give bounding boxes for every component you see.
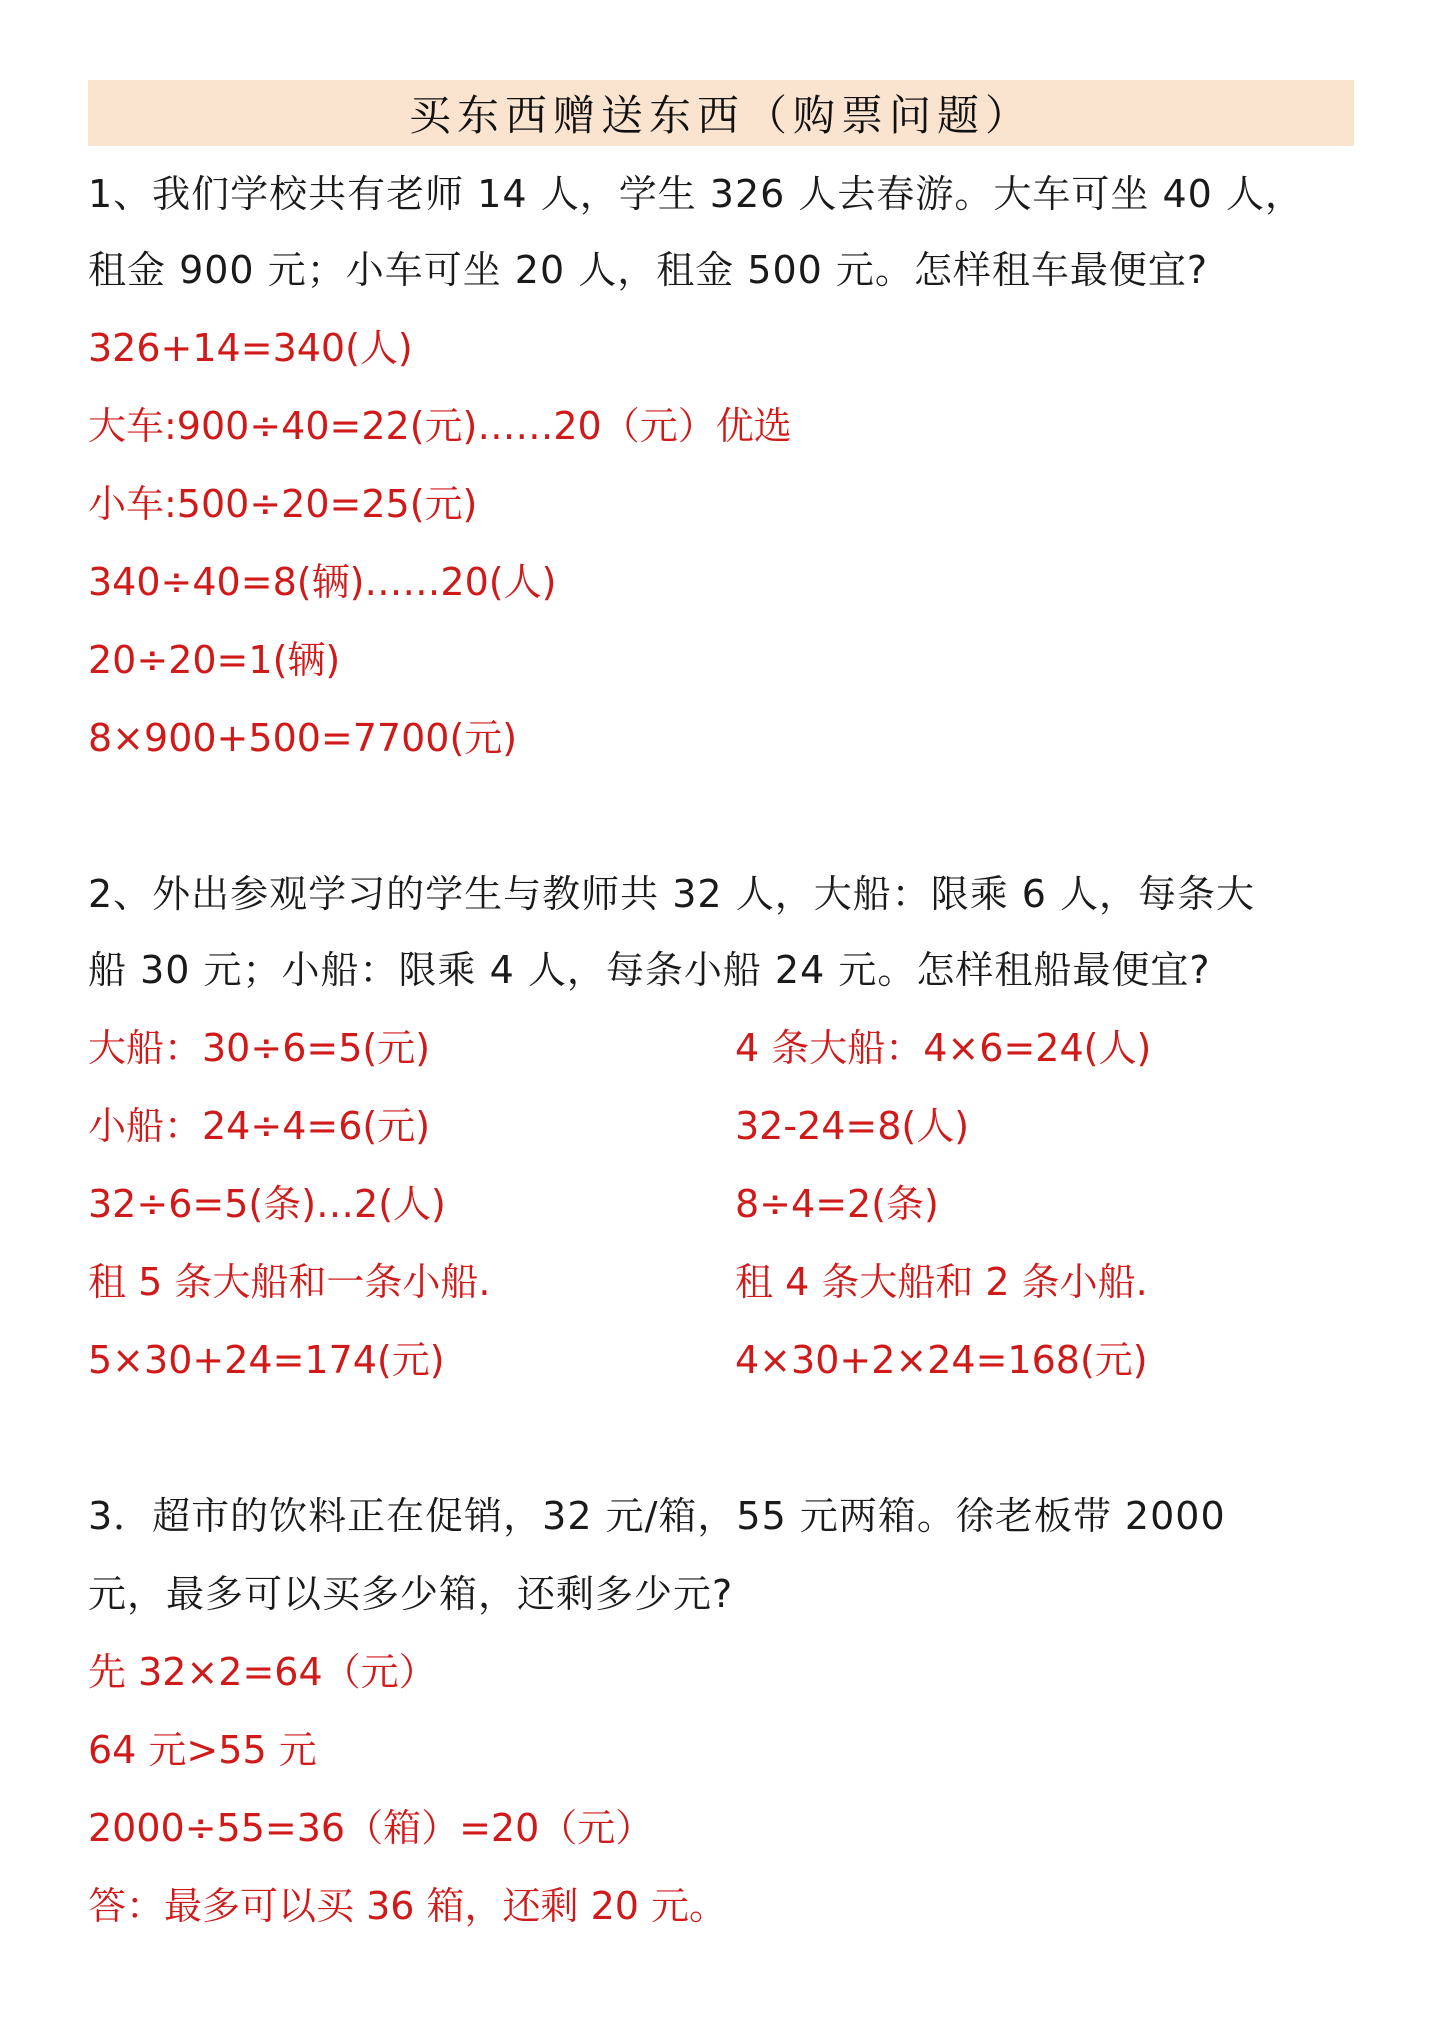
problem2-question-line2: 船 30 元；小船：限乘 4 人，每条小船 24 元。怎样租船最便宜? [88, 948, 1211, 992]
problem3-answer-1: 先 32×2=64（元） [88, 1650, 437, 1694]
problem1-answer-1: 326+14=340(人) [88, 326, 413, 370]
problem1-answer-5: 20÷20=1(辆) [88, 638, 341, 682]
problem2-right-answer-5: 4×30+2×24=168(元) [735, 1338, 1148, 1382]
problem2-left-answer-2: 小船：24÷4=6(元) [88, 1104, 431, 1148]
problem3-question-line2: 元，最多可以买多少箱，还剩多少元? [88, 1572, 734, 1616]
problem1-answer-4: 340÷40=8(辆)……20(人) [88, 560, 557, 604]
problem1-question-line2: 租金 900 元；小车可坐 20 人，租金 500 元。怎样租车最便宜? [88, 248, 1209, 292]
problem2-right-answer-4: 租 4 条大船和 2 条小船. [735, 1260, 1148, 1304]
problem2-right-answer-3: 8÷4=2(条) [735, 1182, 939, 1226]
problem2-left-answer-3: 32÷6=5(条)…2(人) [88, 1182, 446, 1226]
problem1-answer-3: 小车:500÷20=25(元) [88, 482, 478, 526]
problem2-right-answer-2: 32-24=8(人) [735, 1104, 970, 1148]
title-banner [88, 80, 1354, 146]
problem1-answer-2: 大车:900÷40=22(元)……20（元）优选 [88, 404, 792, 448]
problem3-answer-3: 2000÷55=36（箱）=20（元） [88, 1806, 654, 1850]
problem3-answer-4: 答：最多可以买 36 箱，还剩 20 元。 [88, 1884, 728, 1928]
problem1-question-line1: 1、我们学校共有老师 14 人，学生 326 人去春游。大车可坐 40 人， [88, 172, 1304, 216]
problem2-question-line1: 2、外出参观学习的学生与教师共 32 人，大船：限乘 6 人，每条大 [88, 872, 1256, 916]
problem2-left-answer-4: 租 5 条大船和一条小船. [88, 1260, 491, 1304]
problem2-left-answer-5: 5×30+24=174(元) [88, 1338, 445, 1382]
problem2-right-answer-1: 4 条大船：4×6=24(人) [735, 1026, 1152, 1070]
problem3-answer-2: 64 元>55 元 [88, 1728, 317, 1772]
page-title: 买东西赠送东西（购票问题） [408, 91, 1033, 140]
problem1-answer-6: 8×900+500=7700(元) [88, 716, 518, 760]
problem2-left-answer-1: 大船：30÷6=5(元) [88, 1026, 431, 1070]
problem3-question-line1: 3．超市的饮料正在促销，32 元/箱，55 元两箱。徐老板带 2000 [88, 1494, 1226, 1538]
